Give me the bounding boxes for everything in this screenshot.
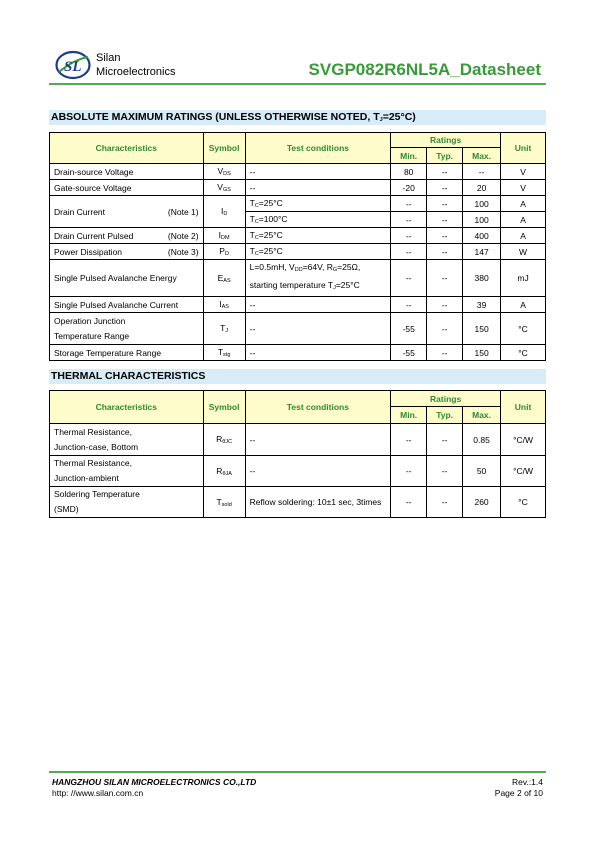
max-cell: 260 xyxy=(463,487,501,518)
symbol-cell: $T_{sold}$ xyxy=(203,487,245,518)
col-min: Min. xyxy=(391,148,427,164)
symbol-cell: $I_{AS}$ xyxy=(203,297,245,313)
char-cell: Operation Junction Temperature Range xyxy=(50,313,204,345)
min-cell: -- xyxy=(391,244,427,260)
table-row xyxy=(50,313,546,345)
amr-table xyxy=(49,132,546,361)
col-max: Max. xyxy=(463,148,501,164)
typ-cell: -- xyxy=(427,297,463,313)
max-cell: 39 xyxy=(463,297,501,313)
symbol-cell: $V_{DS}$ xyxy=(203,164,245,180)
unit-cell: A xyxy=(501,212,546,228)
footer-url[interactable]: http: //www.silan.com.cn xyxy=(52,788,144,798)
min-cell: -- xyxy=(391,212,427,228)
cond-cell: -- xyxy=(245,180,391,196)
footer-revision: Rev.:1.4 xyxy=(511,777,543,787)
col-ratings: Ratings xyxy=(391,391,501,407)
table-row xyxy=(50,244,546,260)
silan-logo xyxy=(55,50,91,80)
cond-cell: -- xyxy=(245,424,391,456)
thermal-table xyxy=(49,390,546,518)
header-divider xyxy=(49,83,546,85)
min-cell: -- xyxy=(391,487,427,518)
cond-cell: -- xyxy=(245,297,391,313)
col-min: Min. xyxy=(391,407,427,424)
max-cell: 150 xyxy=(463,313,501,345)
max-cell: 100 xyxy=(463,196,501,212)
cond-cell: $T_C=25^\circ C$ xyxy=(245,196,391,212)
typ-cell: -- xyxy=(427,345,463,361)
min-cell: -- xyxy=(391,228,427,244)
footer-divider xyxy=(49,771,546,773)
char-cell: Power Dissipation (Note 3) xyxy=(50,244,204,260)
char-cell: Thermal Resistance, Junction-case, Bottom xyxy=(50,424,204,456)
col-characteristics: Characteristics xyxy=(50,391,204,424)
col-unit: Unit xyxy=(501,133,546,164)
thermal-section-title: THERMAL CHARACTERISTICS xyxy=(49,369,546,384)
unit-cell: °C/W xyxy=(501,456,546,487)
cond-cell: $T_C=100^\circ C$ xyxy=(245,212,391,228)
company-line2: Microelectronics xyxy=(96,66,176,78)
min-cell: -- xyxy=(391,424,427,456)
max-cell: -- xyxy=(463,164,501,180)
symbol-cell: $R_{\theta JC}$ xyxy=(203,424,245,456)
table-row xyxy=(50,297,546,313)
typ-cell: -- xyxy=(427,424,463,456)
max-cell: 380 xyxy=(463,260,501,297)
unit-cell: V xyxy=(501,164,546,180)
company-line1: Silan xyxy=(96,52,121,64)
typ-cell: -- xyxy=(427,196,463,212)
min-cell: -- xyxy=(391,456,427,487)
typ-cell: -- xyxy=(427,228,463,244)
symbol-cell: $T_J$ xyxy=(203,313,245,345)
table-row xyxy=(50,164,546,180)
footer-company: HANGZHOU SILAN MICROELECTRONICS CO.,LTD xyxy=(52,777,257,787)
col-symbol: Symbol xyxy=(203,133,245,164)
company-name xyxy=(96,51,175,79)
table-row xyxy=(50,456,546,487)
max-cell: 50 xyxy=(463,456,501,487)
min-cell: -- xyxy=(391,196,427,212)
unit-cell: °C xyxy=(501,345,546,361)
symbol-cell: $V_{GS}$ xyxy=(203,180,245,196)
char-cell: Single Pulsed Avalanche Energy xyxy=(50,260,204,297)
symbol-cell: $T_{stg}$ xyxy=(203,345,245,361)
min-cell: -55 xyxy=(391,313,427,345)
symbol-cell: $P_D$ xyxy=(203,244,245,260)
typ-cell: -- xyxy=(427,456,463,487)
unit-cell: mJ xyxy=(501,260,546,297)
max-cell: 147 xyxy=(463,244,501,260)
min-cell: -- xyxy=(391,297,427,313)
max-cell: 20 xyxy=(463,180,501,196)
symbol-cell: $I_{DM}$ xyxy=(203,228,245,244)
unit-cell: °C xyxy=(501,487,546,518)
typ-cell: -- xyxy=(427,487,463,518)
typ-cell: -- xyxy=(427,260,463,297)
col-test-conditions: Test conditions xyxy=(245,133,391,164)
char-cell: Single Pulsed Avalanche Current xyxy=(50,297,204,313)
table-row xyxy=(50,487,546,518)
unit-cell: A xyxy=(501,228,546,244)
col-typ: Typ. xyxy=(427,407,463,424)
char-cell: Drain Current Pulsed (Note 2) xyxy=(50,228,204,244)
table-row xyxy=(50,345,546,361)
min-cell: -20 xyxy=(391,180,427,196)
min-cell: -- xyxy=(391,260,427,297)
min-cell: 80 xyxy=(391,164,427,180)
col-unit: Unit xyxy=(501,391,546,424)
table-row xyxy=(50,260,546,297)
char-cell: Drain Current (Note 1) xyxy=(50,196,204,228)
col-max: Max. xyxy=(463,407,501,424)
cond-cell: L=0.5mH, $V_{DD}=64V$, $R_G=25\Omega$, starting temperature $T_J=25^\circ C$ xyxy=(245,260,391,297)
symbol-cell: $E_{AS}$ xyxy=(203,260,245,297)
unit-cell: A xyxy=(501,196,546,212)
cond-cell: -- xyxy=(245,456,391,487)
col-symbol: Symbol xyxy=(203,391,245,424)
cond-cell: Reflow soldering: 10±1 sec, 3times xyxy=(245,487,391,518)
cond-cell: $T_C=25^\circ C$ xyxy=(245,244,391,260)
char-cell: Gate-source Voltage xyxy=(50,180,204,196)
cond-cell: -- xyxy=(245,164,391,180)
col-ratings: Ratings xyxy=(391,133,501,148)
char-cell: Soldering Temperature (SMD) xyxy=(50,487,204,518)
col-test-conditions: Test conditions xyxy=(245,391,391,424)
char-cell: Storage Temperature Range xyxy=(50,345,204,361)
footer-page-number: Page 2 of 10 xyxy=(494,788,543,798)
document-title: SVGP082R6NL5A_Datasheet xyxy=(308,60,541,79)
svg-text:SL: SL xyxy=(64,59,82,75)
amr-section-title: ABSOLUTE MAXIMUM RATINGS (UNLESS OTHERWISE NOTED, $T_J=25^\circ C$) xyxy=(49,110,546,125)
unit-cell: °C/W xyxy=(501,424,546,456)
table-row xyxy=(50,196,546,212)
col-typ: Typ. xyxy=(427,148,463,164)
typ-cell: -- xyxy=(427,180,463,196)
max-cell: 100 xyxy=(463,212,501,228)
min-cell: -55 xyxy=(391,345,427,361)
char-cell: Drain-source Voltage xyxy=(50,164,204,180)
unit-cell: V xyxy=(501,180,546,196)
max-cell: 400 xyxy=(463,228,501,244)
typ-cell: -- xyxy=(427,164,463,180)
char-cell: Thermal Resistance, Junction-ambient xyxy=(50,456,204,487)
col-characteristics: Characteristics xyxy=(50,133,204,164)
table-row xyxy=(50,180,546,196)
unit-cell: W xyxy=(501,244,546,260)
typ-cell: -- xyxy=(427,212,463,228)
unit-cell: °C xyxy=(501,313,546,345)
typ-cell: -- xyxy=(427,313,463,345)
cond-cell: -- xyxy=(245,345,391,361)
symbol-cell: $R_{\theta JA}$ xyxy=(203,456,245,487)
max-cell: 150 xyxy=(463,345,501,361)
symbol-cell: $I_D$ xyxy=(203,196,245,228)
table-row xyxy=(50,424,546,456)
max-cell: 0.85 xyxy=(463,424,501,456)
table-row xyxy=(50,228,546,244)
unit-cell: A xyxy=(501,297,546,313)
cond-cell: -- xyxy=(245,313,391,345)
cond-cell: $T_C=25^\circ C$ xyxy=(245,228,391,244)
typ-cell: -- xyxy=(427,244,463,260)
